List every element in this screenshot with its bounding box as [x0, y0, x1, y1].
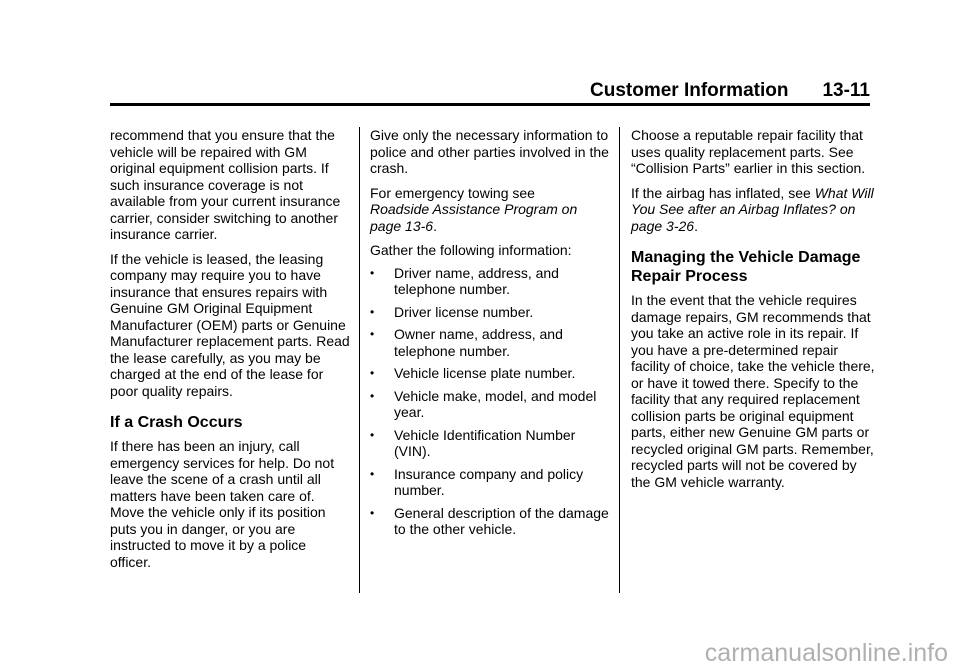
- col3-paragraph-3: In the event that the vehicle requires damage repairs, GM recommends that you take an active role in its repair. If you have a pre-determined repair facility of choice, take the vehicle there, or have it towed there. Specify to the facility that any required replacement collision parts be original equipment parts, either new Genuine GM parts or recycled original GM parts. Remember, recycled parts will not be covered by the GM vehicle warranty.: [631, 292, 875, 490]
- col1-paragraph-1: recommend that you ensure that the vehicle will be repaired with GM original equipment collision parts. If such insurance coverage is not available from your current insurance carrier, consider switching to another insurance carrier.: [110, 127, 341, 242]
- watermark: carmanualsonline.info: [704, 639, 948, 667]
- list-item-text: Vehicle Identification Number (VIN).: [394, 426, 576, 459]
- header-rule: [110, 103, 870, 106]
- page-number: 13-11: [822, 80, 870, 101]
- bullet-icon: •: [370, 466, 375, 481]
- list-item: [370, 304, 610, 321]
- header-text: [590, 80, 870, 102]
- roadside-assistance-reference: Roadside Assistance Program on page 13-6: [370, 201, 578, 234]
- list-item: [370, 427, 610, 460]
- airbag-reference: What Will You See after an Airbag Inflates? on page 3-26: [631, 184, 874, 234]
- list-item-text: Vehicle license plate number.: [394, 365, 576, 381]
- column-divider-1: [359, 127, 360, 593]
- section-heading-crash: If a Crash Occurs: [110, 414, 243, 431]
- bullet-icon: •: [370, 327, 375, 341]
- airbag-lead: If the airbag has inflated, see: [631, 184, 811, 201]
- list-item: [370, 466, 610, 499]
- col3-paragraph-2: [631, 185, 875, 235]
- airbag-end: .: [694, 217, 698, 234]
- information-list: [370, 265, 610, 538]
- bullet-icon: •: [370, 265, 375, 280]
- column-1: [110, 127, 350, 578]
- col2-paragraph-1: Give only the necessary information to police and other parties involved in the crash.: [370, 127, 609, 176]
- towing-end: .: [433, 217, 437, 234]
- list-item-text: Owner name, address, and telephone number.: [394, 326, 563, 359]
- section-heading-damage-repair: Managing the Vehicle Damage Repair Process: [631, 249, 861, 285]
- bullet-icon: •: [370, 427, 375, 442]
- col1-paragraph-3: If there has been an injury, call emergency services for help. Do not leave the scene of a crash until all matters have been taken care of. Move the vehicle only if its position puts you in danger, or you are instructed to move it by a police officer.: [110, 438, 335, 570]
- list-item-text: Driver name, address, and telephone number.: [394, 264, 559, 297]
- list-item: [370, 505, 610, 538]
- list-item-text: General description of the damage to the other vehicle.: [394, 504, 609, 537]
- list-item: [370, 388, 610, 421]
- bullet-icon: •: [370, 505, 375, 520]
- bullet-icon: •: [370, 304, 375, 319]
- col2-paragraph-3: Gather the following information:: [370, 242, 572, 258]
- column-2: [370, 127, 610, 544]
- column-divider-2: [619, 127, 620, 593]
- bullet-icon: •: [370, 366, 375, 380]
- col2-paragraph-2: [370, 185, 610, 235]
- bullet-icon: •: [370, 388, 375, 403]
- list-item: [370, 365, 610, 382]
- page-header: [110, 80, 870, 104]
- list-item-text: Driver license number.: [394, 303, 534, 320]
- col3-paragraph-1: Choose a reputable repair facility that uses quality replacement parts. See “Collision Parts” earlier in this section.: [631, 127, 866, 176]
- col1-paragraph-2: If the vehicle is leased, the leasing company may require you to have insurance that ensures repairs with Genuine GM Original Equipment Manufacturer (OEM) parts or Genuine Manufacturer replacement parts. Read the lease carefully, as you may be charged at the end of the lease for poor quality repairs.: [110, 250, 350, 399]
- list-item-text: Insurance company and policy number.: [394, 465, 584, 498]
- column-3: [631, 127, 875, 498]
- list-item: [370, 265, 610, 298]
- towing-lead: For emergency towing see: [370, 184, 535, 201]
- list-item-text: Vehicle make, model, and model year.: [394, 387, 597, 420]
- list-item: [370, 326, 610, 359]
- section-title: Customer Information: [590, 80, 789, 101]
